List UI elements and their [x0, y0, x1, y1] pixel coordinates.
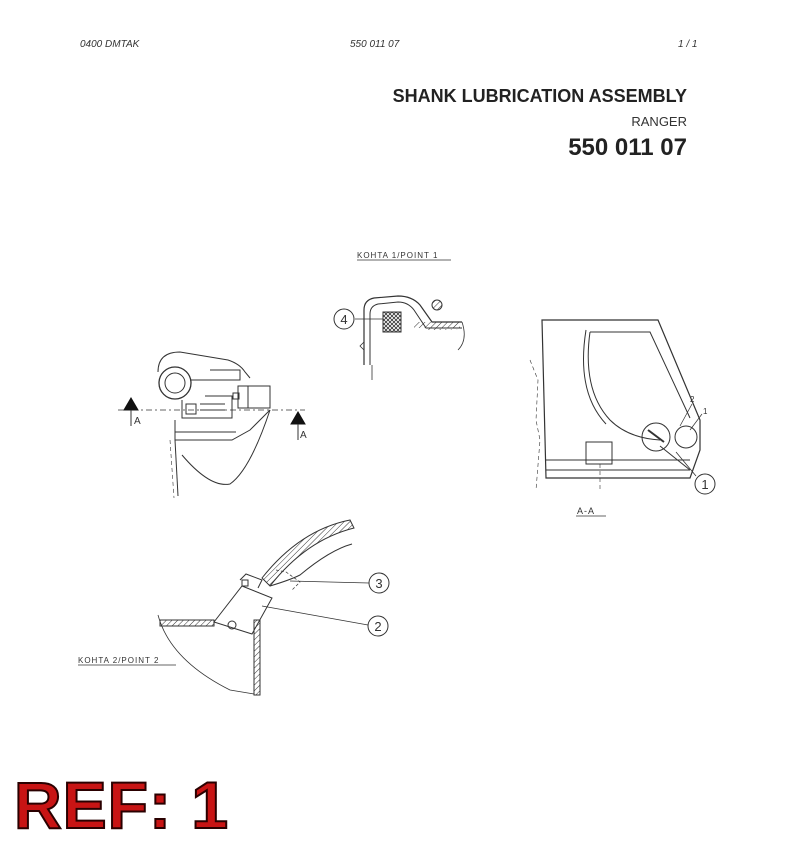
header-page: 1 / 1: [678, 39, 698, 50]
point1-detail-view: [334, 251, 464, 380]
callout-2-label: 2: [374, 619, 382, 634]
section-aa-label: A-A: [577, 506, 596, 516]
point2-label: KOHTA 2/POINT 2: [78, 656, 160, 665]
section-aa-view: [530, 320, 715, 516]
model-name: RANGER: [631, 114, 687, 129]
point2-detail-view: [78, 520, 389, 695]
callout-1-label: 1: [701, 477, 709, 492]
callout-4-label: 4: [340, 312, 348, 327]
side-view: [118, 352, 307, 498]
section-marker-a-right: A: [300, 430, 307, 441]
detail-mark-1: 1: [703, 407, 708, 416]
assembly-title: SHANK LUBRICATION ASSEMBLY: [392, 86, 687, 106]
section-marker-a-left: A: [134, 416, 141, 427]
header-part-ref: 550 011 07: [350, 39, 400, 50]
ref-label: REF: 1: [14, 768, 230, 842]
callout-3-label: 3: [375, 576, 383, 591]
part-number: 550 011 07: [568, 134, 687, 161]
header-doc-code: 0400 DMTAK: [80, 39, 140, 50]
detail-mark-2: 2: [690, 395, 695, 404]
point1-label: KOHTA 1/POINT 1: [357, 251, 439, 260]
